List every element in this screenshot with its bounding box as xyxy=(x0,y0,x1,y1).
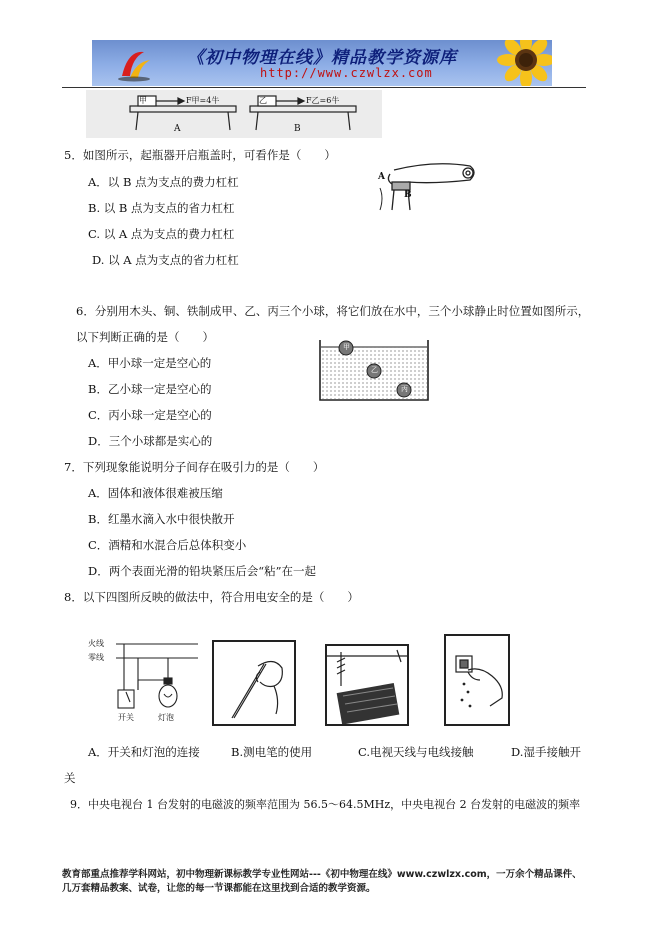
header-rule xyxy=(62,87,586,88)
figure-antenna xyxy=(325,644,409,726)
opener-point-b: B xyxy=(404,190,412,200)
circuit-diagram xyxy=(88,636,200,732)
q8-caption-a: A．开关和灯泡的连接 xyxy=(88,745,200,759)
ball-yi-label: 乙 xyxy=(371,366,378,374)
q7-option-c: C．酒精和水混合后总体积变小 xyxy=(88,538,247,552)
figure-bottle-opener xyxy=(374,158,480,212)
q6-stem-line1: 6．分别用木头、铜、铁制成甲、乙、丙三个小球，将它们放在水中，三个小球静止时位置如图所示， xyxy=(76,304,590,318)
live-wire-label: 火线 xyxy=(88,639,104,648)
figure-circuit xyxy=(88,636,200,732)
banner-title: 《初中物理在线》精品教学资源库 xyxy=(187,48,457,68)
q5-stem: 5．如图所示，起瓶器开启瓶盖时，可看作是（ ） xyxy=(64,148,336,162)
table-a-label: A xyxy=(174,124,181,134)
bottle-opener-diagram xyxy=(374,158,480,212)
block-b-label: 乙 xyxy=(259,96,267,105)
force-a-label: F甲=4牛 xyxy=(186,96,220,105)
figure-wet-hand-switch xyxy=(444,634,510,726)
q6-option-d: D．三个小球都是实心的 xyxy=(88,434,213,448)
q6-option-a: A．甲小球一定是空心的 xyxy=(88,356,212,370)
q7-stem: 7．下列现象能说明分子间存在吸引力的是（ ） xyxy=(64,460,325,474)
opener-point-a: A xyxy=(378,172,385,182)
logo-icon xyxy=(114,46,154,82)
wet-hand-switch-icon xyxy=(446,636,508,724)
figure-friction-blocks xyxy=(86,90,382,138)
q5-option-b: B. 以 B 点为支点的省力杠杠 xyxy=(88,201,235,215)
banner-url: http://www.czwlzx.com xyxy=(260,66,433,80)
q5-option-d: D. 以 A 点为支点的省力杠杠 xyxy=(92,253,239,267)
header-banner xyxy=(92,40,552,86)
q5-option-a: A．以 B 点为支点的费力杠杠 xyxy=(88,175,239,189)
q5-option-c: C. 以 A 点为支点的费力杠杠 xyxy=(88,227,235,241)
q7-option-d: D．两个表面光滑的铅块紧压后会“粘”在一起 xyxy=(88,564,316,578)
figure-water-tank xyxy=(318,338,430,402)
q6-option-b: B．乙小球一定是空心的 xyxy=(88,382,212,396)
q6-option-c: C．丙小球一定是空心的 xyxy=(88,408,212,422)
q8-stem: 8．以下四图所反映的做法中，符合用电安全的是（ ） xyxy=(64,590,359,604)
q8-caption-c: C.电视天线与电线接触 xyxy=(358,745,474,759)
switch-label: 开关 xyxy=(118,713,134,722)
q8-caption-wrap: 关 xyxy=(64,771,76,785)
antenna-wire-icon xyxy=(327,646,407,724)
table-b-label: B xyxy=(294,124,301,134)
ball-jia-label: 甲 xyxy=(343,343,350,351)
test-pen-icon xyxy=(214,642,294,724)
q7-option-b: B．红墨水滴入水中很快散开 xyxy=(88,512,235,526)
sunflower-icon xyxy=(488,40,552,86)
ball-bing-label: 丙 xyxy=(401,385,408,393)
bulb-label: 灯泡 xyxy=(158,713,174,722)
footer-line-1: 教育部重点推荐学科网站，初中物理新课标教学专业性网站---《初中物理在线》www.czwlzx.com，一万余个精品课件、 xyxy=(62,869,582,880)
neutral-wire-label: 零线 xyxy=(88,653,104,662)
q7-option-a: A．固体和液体很难被压缩 xyxy=(88,486,223,500)
figure-test-pen xyxy=(212,640,296,726)
q8-caption-b: B.测电笔的使用 xyxy=(231,745,313,759)
footer-line-2: 几万套精品教案、试卷，让您的每一节课都能在这里找到合适的教学资源。 xyxy=(62,883,376,894)
q6-stem-line2: 以下判断正确的是（ ） xyxy=(76,330,214,344)
block-a-label: 甲 xyxy=(139,96,147,105)
force-b-label: F乙=6牛 xyxy=(306,96,340,105)
q8-caption-d: D.湿手接触开 xyxy=(511,745,581,759)
q9-stem: 9．中央电视台 1 台发射的电磁波的频率范围为 56.5～64.5MHz，中央电视台 2 台发射的电磁波的频率 xyxy=(70,798,581,811)
